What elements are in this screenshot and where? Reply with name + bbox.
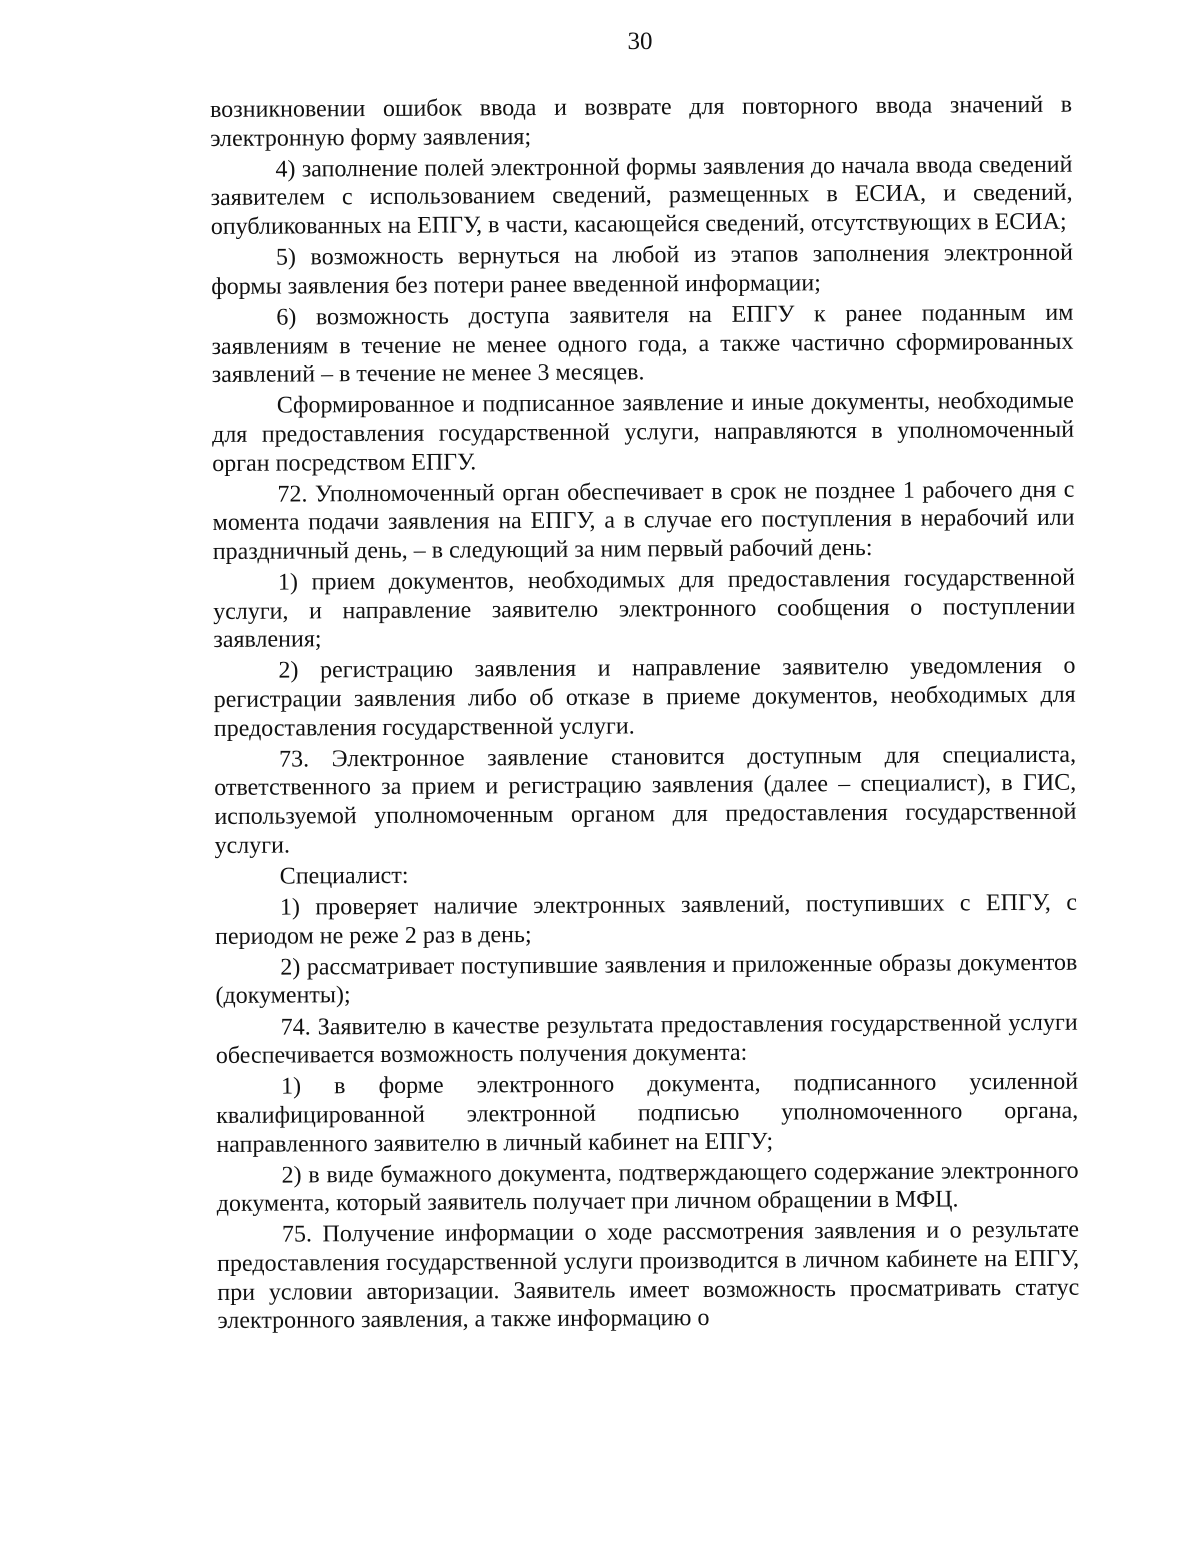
paragraph-continuation: возникновении ошибок ввода и возврате для повторного ввода значений в электронную форму заявления; — [210, 91, 1073, 152]
list-item-4-autofill: 4) заполнение полей электронной формы заявления до начала ввода сведений заявителем с использованием сведений, размещенных в ЕСИА, и сведений, опубликованных на ЕПГУ, в части, касающейся сведений, отсутствующих в ЕСИА; — [210, 151, 1073, 240]
clause-73: 73. Электронное заявление становится доступным для специалиста, ответственного за прием и регистрацию заявления (далее – специалист), в ГИС, используемой уполномоченным органом для предоставления государственной услуги. — [214, 741, 1077, 859]
clause-75: 75. Получение информации о ходе рассмотрения заявления и о результате предоставления государственной услуги производится в личном кабинете на ЕПГУ, при условии авторизации. Заявитель имеет возможность просматривать статус электронного заявления, а также информацию о — [217, 1217, 1080, 1335]
paragraph-submission: Сформированное и подписанное заявление и иные документы, необходимые для предоставления государственной услуги, направляются в уполномоченный орган посредством ЕПГУ. — [211, 388, 1075, 477]
specialist-item-2: 2) рассматривает поступившие заявления и приложенные образы документов (документы); — [215, 949, 1078, 1010]
clause-72: 72. Уполномоченный орган обеспечивает в срок не позднее 1 рабочего дня с момента подачи заявления на ЕПГУ, а в случае его поступления в нерабочий или праздничный день, – в следующий за ним первый рабочий день: — [212, 476, 1075, 565]
clause-74-item-2: 2) в виде бумажного документа, подтверждающего содержание электронного документа, который заявитель получает при личном обращении в МФЦ. — [216, 1157, 1079, 1218]
page-number: 30 — [627, 28, 653, 55]
list-item-5-return-to-step: 5) возможность вернуться на любой из этапов заполнения электронной формы заявления без потери ранее введенной информации; — [211, 239, 1074, 300]
clause-74-item-1: 1) в форме электронного документа, подписанного усиленной квалифицированной электронной подписью уполномоченного органа, направленного заявителю в личный кабинет на ЕПГУ; — [216, 1069, 1079, 1158]
document-body — [210, 91, 1080, 1339]
specialist-heading: Специалист: — [279, 862, 409, 890]
clause-72-item-1: 1) прием документов, необходимых для предоставления государственной услуги, и направление заявителю электронного сообщения о поступлении заявления; — [213, 564, 1076, 654]
clause-72-item-2: 2) регистрацию заявления и направление заявителю уведомления о регистрации заявления либо об отказе в приеме документов, необходимых для предоставления государственной услуги. — [213, 653, 1076, 742]
clause-74: 74. Заявителю в качестве результата предоставления государственной услуги обеспечивается возможность получения документа: — [215, 1009, 1078, 1070]
list-item-6-access-applications: 6) возможность доступа заявителя на ЕПГУ к ранее поданным им заявлениям в течение не менее одного года, а также частично сформированных заявлений – в течение не менее 3 месяцев. — [211, 299, 1074, 389]
specialist-item-1: 1) проверяет наличие электронных заявлений, поступивших с ЕПГУ, с периодом не реже 2 раз в день; — [215, 889, 1078, 950]
